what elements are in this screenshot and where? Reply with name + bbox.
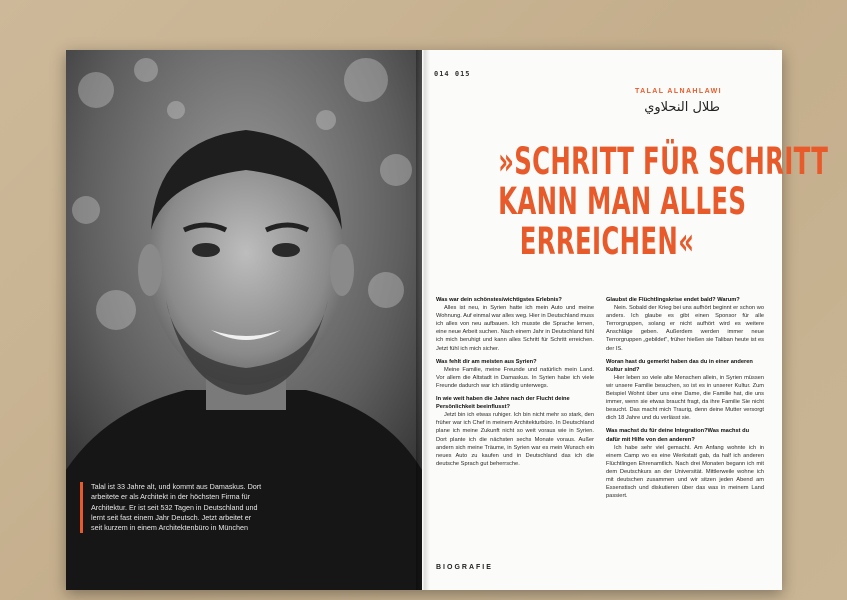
caption-line: Architektur. Er ist seit 532 Tagen in Deutschland und xyxy=(91,502,258,512)
interview-column-2 xyxy=(606,296,764,505)
interview-column-1 xyxy=(436,296,594,473)
answer: Hier leben so viele alte Menschen allein, in Syrien müssen wir unsere Familie besuchen, so ist es in unserer Kultur. Zum Beispiel Wohnt über uns eine Dame, die Familie hat, die uns immer, wenn sie etwas braucht fragt, da ihre Familie Sie nicht besucht. Das macht mich Traurig, denn deine Mutter versorgt dich 18 Jahre und du verlässt sie. xyxy=(606,374,764,422)
section-label: BIOGRAFIE xyxy=(436,564,493,571)
person-name-latin: TALAL ALNAHLAWI xyxy=(635,88,722,95)
question: Was machst du für deine Integration?Was machst du dafür mit Hilfe von den anderen? xyxy=(606,428,750,443)
magazine-spread xyxy=(66,50,829,590)
headline-line: ERREICHEN« xyxy=(519,220,695,263)
headline-line: KANN MAN ALLES xyxy=(498,180,747,223)
answer: Meine Familie, meine Freunde und natürlich mein Land. Vor allem die Altstadt in Damaskus. In Syrien habe ich viele Freunde dadurch war ich ständig unterwegs. xyxy=(436,366,594,389)
right-page xyxy=(422,50,829,590)
answer: Alles ist neu, in Syrien hatte ich mein Auto und meine Wohnung. Auf einmal war alles weg. Hier in Deutschland muss ich alles von neu aufbauen. Ich musste die Sprache lernen, eine neue Arbeit suchen. Nach einem Jahr in Deutschland fühl ich mich beruhigt und kann alles Schritt für Schritt erreichen. Jetzt fühl ich mich sicher. xyxy=(436,305,594,352)
question: Was war dein schönstes/wichtigstes Erlebnis? xyxy=(436,297,562,303)
caption-line: seit kurzem in einem Architektenbüro in München xyxy=(91,523,249,533)
question: Was fehlt dir am meisten aus Syrien? xyxy=(436,358,537,365)
left-page xyxy=(66,50,422,590)
question: Glaubst die Flüchtlingskrise endet bald? Warum? xyxy=(606,297,740,303)
photo-caption xyxy=(80,482,306,533)
answer: Nein. Sobald der Krieg bei uns aufhört beginnt er schon wo anders. Ich glaube es gibt einen Sponsor für alle Terrorgruppen, solang er nicht aufhört wird es weitere Anschläge geben. Außerdem werden immer neue Terrorgruppen „gebildet", früher hießen sie Taliban heute ist es der IS. xyxy=(606,305,764,352)
headline xyxy=(498,140,829,263)
page-numbers: 014 015 xyxy=(434,70,471,78)
headline-line: »SCHRITT FÜR SCHRITT xyxy=(498,140,829,183)
answer: Jetzt bin ich etwas ruhiger. Ich bin nicht mehr so stark, den früher war ich Chef in meinem Architekturbüro. In Deutschland plane ich meine Zukunft nicht so weit voraus wie in Syrien. Dort plante ich die nächsten sechs Monate voraus. Außer andern sich meine Träume, in Syrien war es mein Wunsch ein neues Auto zu kaufen und in Deutschland das ich die deutsche Sprach gut beherrsche. xyxy=(436,412,594,467)
caption-line: lernt seit fast einem Jahr Deutsch. Jetzt arbeitet er xyxy=(91,512,252,522)
question: Woran hast du gemerkt haben das du in einer anderen Kultur sind? xyxy=(606,358,753,373)
caption-line: Talal ist 33 Jahre alt, und kommt aus Damaskus. Dort xyxy=(91,482,262,491)
person-name-arabic: طلال النحلاوي xyxy=(644,100,720,115)
caption-line: arbeitete er als Architekt in der höchsten Firma für xyxy=(91,492,250,502)
question: In wie weit haben die Jahre nach der Flucht deine Persönlichkeit beeinflusst? xyxy=(436,396,570,411)
answer: Ich habe sehr viel gemacht. Am Anfang wohnte ich in einem Camp wo es eine Werkstatt gab, da half ich anderen Flüchtlingen Ehrenamtlich. Nach drei Monaten begann ich mit dem Deutschkurs an der Universität. Mittlerweile wohne ich mit deutschen zusammen und wir sitzen jeden Abend am Essenstisch und diskutieren über das was in meinem Land passiert. xyxy=(606,444,764,500)
